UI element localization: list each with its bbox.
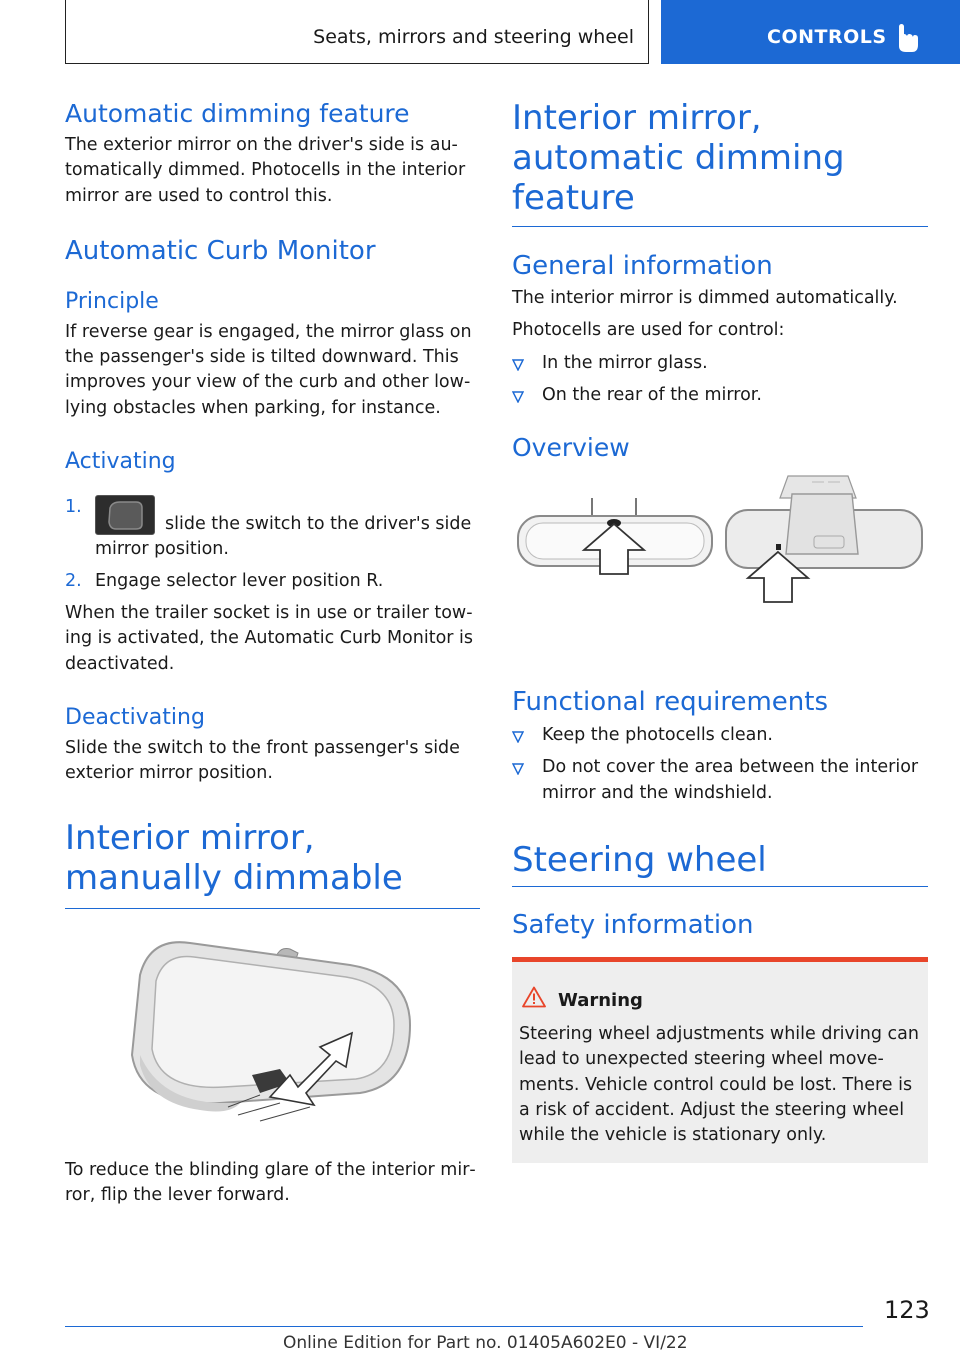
deactivating-text: Slide the switch to the front passenger's side exterior mirror position. bbox=[65, 737, 460, 784]
auto-dim-text: The exterior mirror on the driver's side is automatically dimmed. Photocells in the interior mirror are used to control this. bbox=[65, 135, 466, 206]
step-number: 1. bbox=[65, 497, 82, 518]
bullet-triangle-icon bbox=[512, 763, 524, 775]
warning-triangle-icon bbox=[522, 986, 546, 1008]
manual-mirror-illustration bbox=[120, 925, 440, 1130]
func-item bbox=[512, 723, 928, 748]
auto-mirror-heading: Interior mirror, automatic dimming feature bbox=[512, 98, 928, 227]
header-chapter-label: CONTROLS bbox=[767, 26, 887, 48]
overview-heading: Overview bbox=[512, 433, 630, 463]
warning-title: Warning bbox=[558, 990, 643, 1011]
footer-divider bbox=[65, 1326, 863, 1327]
general-heading: General information bbox=[512, 251, 773, 281]
list-item-text: Do not cover the area between the interior mirror and the windshield. bbox=[542, 757, 919, 803]
bullet-triangle-icon bbox=[512, 731, 524, 743]
auto-mirror-overview-illustration bbox=[512, 470, 928, 615]
general-text: The interior mirror is dimmed automatically. bbox=[512, 288, 898, 308]
pointing-hand-icon bbox=[897, 24, 919, 54]
manual-caption: To reduce the blinding glare of the interior mirror, flip the lever forward. bbox=[65, 1160, 476, 1206]
photocells-item bbox=[512, 351, 928, 376]
header-section-title: Seats, mirrors and steering wheel bbox=[313, 26, 634, 48]
safety-heading: Safety information bbox=[512, 909, 754, 940]
func-heading: Functional requirements bbox=[512, 687, 828, 717]
list-item-text: Keep the photocells clean. bbox=[542, 725, 773, 745]
activating-step-1 bbox=[65, 495, 480, 563]
auto-dim-heading: Automatic dimming feature bbox=[65, 99, 410, 128]
warning-box bbox=[512, 957, 928, 1163]
header-chapter-box bbox=[661, 0, 960, 64]
right-column-lower bbox=[512, 686, 928, 941]
warning-text: Steering wheel adjustments while driving can lead to unexpected steering wheel movements. Vehicle control could be lost. There is a risk of accident. Adjust the steering wheel while the vehicle is stationary only. bbox=[519, 1024, 919, 1146]
manual-heading: Interior mirror, manually dimmable bbox=[65, 818, 480, 909]
activating-heading: Activating bbox=[65, 449, 176, 475]
mirror-switch-icon bbox=[95, 495, 155, 535]
bullet-triangle-icon bbox=[512, 359, 524, 371]
step-text: Engage selector lever position R. bbox=[95, 570, 384, 591]
photocells-item bbox=[512, 383, 928, 408]
step-number: 2. bbox=[65, 570, 82, 591]
activating-note: When the trailer socket is in use or trailer towing is activated, the Automatic Curb Monitor is deactivated. bbox=[65, 602, 474, 674]
curb-heading: Automatic Curb Monitor bbox=[65, 235, 376, 266]
principle-heading: Principle bbox=[65, 288, 159, 314]
activating-step-2 bbox=[65, 569, 480, 594]
principle-text: If reverse gear is engaged, the mirror glass on the passenger's side is tilted downward. This improves your view of the curb and other low-lying obstacles when parking, for instance. bbox=[65, 321, 472, 418]
func-item bbox=[512, 755, 928, 806]
list-item-text: In the mirror glass. bbox=[542, 352, 708, 373]
left-column bbox=[65, 98, 480, 909]
list-item-text: On the rear of the mirror. bbox=[542, 384, 762, 405]
deactivating-heading: Deactivating bbox=[65, 704, 205, 730]
header-section-box bbox=[65, 0, 649, 64]
right-column bbox=[512, 98, 928, 464]
steering-heading: Steering wheel bbox=[512, 840, 928, 887]
page-number: 123 bbox=[884, 1296, 930, 1324]
footer-edition: Online Edition for Part no. 01405A602E0 - VI/22 bbox=[283, 1333, 688, 1353]
bullet-triangle-icon bbox=[512, 391, 524, 403]
photocells-intro: Photocells are used for control: bbox=[512, 320, 785, 341]
step-text: slide the switch to the driver's side mirror position. bbox=[95, 514, 472, 560]
